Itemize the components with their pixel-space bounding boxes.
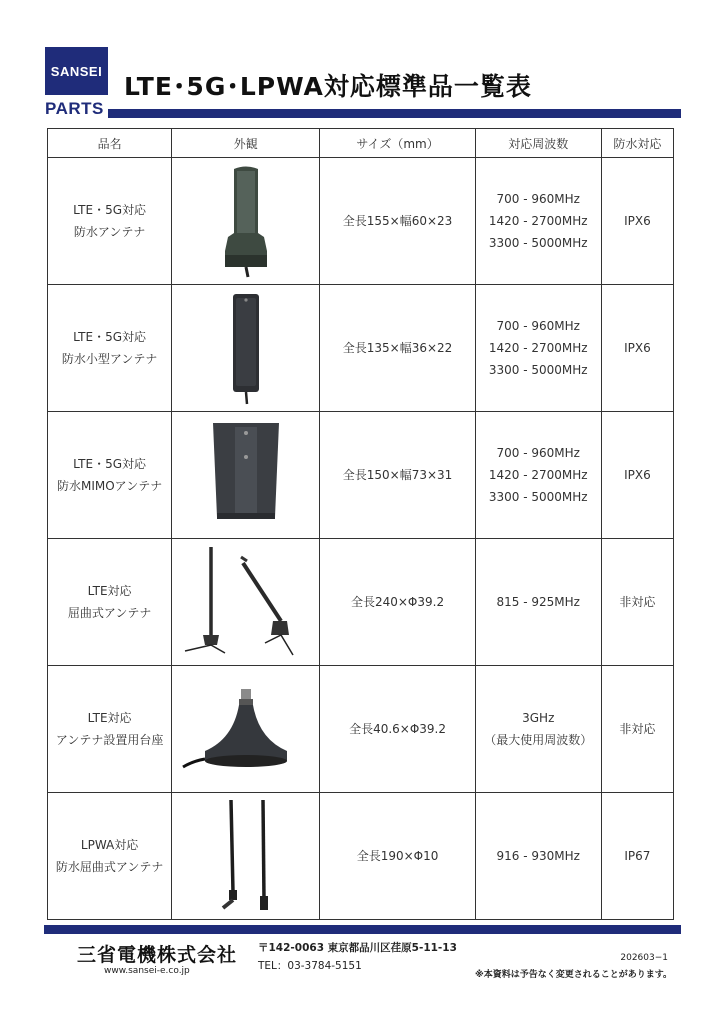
frequency-line: 916 - 930MHz <box>496 849 580 863</box>
table-row <box>48 285 674 412</box>
panel-antenna-icon <box>201 163 291 279</box>
table-row <box>48 793 674 920</box>
frequency-line: 3GHz <box>522 711 555 725</box>
product-name-line: 屈曲式アンテナ <box>67 606 152 620</box>
magnetic-base-icon <box>181 679 311 779</box>
header-waterproof: 防水対応 <box>601 129 673 158</box>
product-name-cell <box>48 285 172 412</box>
waterproof-cell: IPX6 <box>601 285 673 412</box>
frequency-line: 815 - 925MHz <box>496 595 580 609</box>
logo-parts-text: PARTS <box>45 99 104 118</box>
size-cell: 全長240×Φ39.2 <box>320 539 475 666</box>
size-cell: 全長155×幅60×23 <box>320 158 475 285</box>
product-name-cell <box>48 793 172 920</box>
appearance-cell <box>172 285 320 412</box>
product-name-line: LTE対応 <box>87 711 132 725</box>
sansei-parts-logo <box>45 47 108 117</box>
size-cell: 全長135×幅36×22 <box>320 285 475 412</box>
page-title: LTE･5G･LPWA対応標準品一覧表 <box>124 72 532 101</box>
whip-antenna-icon <box>181 543 311 661</box>
frequency-line: 700 - 960MHz <box>496 192 580 206</box>
frequency-cell <box>475 793 601 920</box>
size-cell: 全長40.6×Φ39.2 <box>320 666 475 793</box>
frequency-line: 1420 - 2700MHz <box>488 468 588 482</box>
appearance-cell <box>172 666 320 793</box>
size-cell: 全長190×Φ10 <box>320 793 475 920</box>
product-name-line: LTE・5G対応 <box>73 330 147 344</box>
table-row <box>48 666 674 793</box>
table-row <box>48 158 674 285</box>
table-header-row <box>48 129 674 158</box>
table-row <box>48 412 674 539</box>
document-number: 202603−1 <box>620 953 668 963</box>
product-name-line: 防水小型アンテナ <box>61 352 158 366</box>
footer-bar <box>44 925 681 934</box>
mimo-antenna-icon <box>201 417 291 533</box>
frequency-line: 700 - 960MHz <box>496 446 580 460</box>
company-name: 三省電機株式会社 <box>77 944 238 966</box>
frequency-line: 3300 - 5000MHz <box>488 490 588 504</box>
company-tel: TEL：03-3784-5151 <box>258 960 362 972</box>
product-name-line: アンテナ設置用台座 <box>55 733 164 747</box>
company-url[interactable]: www.sansei-e.co.jp <box>104 966 190 976</box>
header-size: サイズ（mm） <box>320 129 475 158</box>
product-name-line: 防水アンテナ <box>73 225 146 239</box>
frequency-cell <box>475 666 601 793</box>
small-panel-antenna-icon <box>201 290 291 406</box>
product-name-line: LTE・5G対応 <box>73 203 147 217</box>
appearance-cell <box>172 158 320 285</box>
appearance-cell <box>172 412 320 539</box>
frequency-line: 1420 - 2700MHz <box>488 214 588 228</box>
waterproof-cell: 非対応 <box>601 539 673 666</box>
size-cell: 全長150×幅73×31 <box>320 412 475 539</box>
header-product-name: 品名 <box>48 129 172 158</box>
frequency-cell <box>475 158 601 285</box>
product-name-line: LPWA対応 <box>80 838 139 852</box>
frequency-cell <box>475 539 601 666</box>
logo-sansei-text: SANSEI <box>45 47 108 95</box>
product-name-cell <box>48 539 172 666</box>
waterproof-cell: IP67 <box>601 793 673 920</box>
header-frequency: 対応周波数 <box>475 129 601 158</box>
frequency-line: 3300 - 5000MHz <box>488 236 588 250</box>
appearance-cell <box>172 539 320 666</box>
company-address: 〒142-0063 東京都品川区荏原5-11-13 <box>258 942 457 954</box>
product-name-line: 防水MIMOアンテナ <box>56 479 163 493</box>
product-name-cell <box>48 412 172 539</box>
frequency-line: 700 - 960MHz <box>496 319 580 333</box>
product-name-cell <box>48 158 172 285</box>
table-row <box>48 539 674 666</box>
frequency-line: 1420 - 2700MHz <box>488 341 588 355</box>
appearance-cell <box>172 793 320 920</box>
waterproof-cell: 非対応 <box>601 666 673 793</box>
product-name-line: LTE・5G対応 <box>73 457 147 471</box>
frequency-line: （最大使用周波数） <box>484 733 593 747</box>
product-name-line: 防水屈曲式アンテナ <box>55 860 164 874</box>
title-underline-bar <box>108 109 681 118</box>
product-table <box>47 128 674 920</box>
header-appearance: 外観 <box>172 129 320 158</box>
lpwa-antenna-icon <box>201 796 291 916</box>
waterproof-cell: IPX6 <box>601 412 673 539</box>
frequency-cell <box>475 412 601 539</box>
product-name-line: LTE対応 <box>87 584 132 598</box>
product-name-cell <box>48 666 172 793</box>
frequency-line: 3300 - 5000MHz <box>488 363 588 377</box>
frequency-cell <box>475 285 601 412</box>
change-notice: ※本資料は予告なく変更されることがあります。 <box>474 970 672 980</box>
waterproof-cell: IPX6 <box>601 158 673 285</box>
